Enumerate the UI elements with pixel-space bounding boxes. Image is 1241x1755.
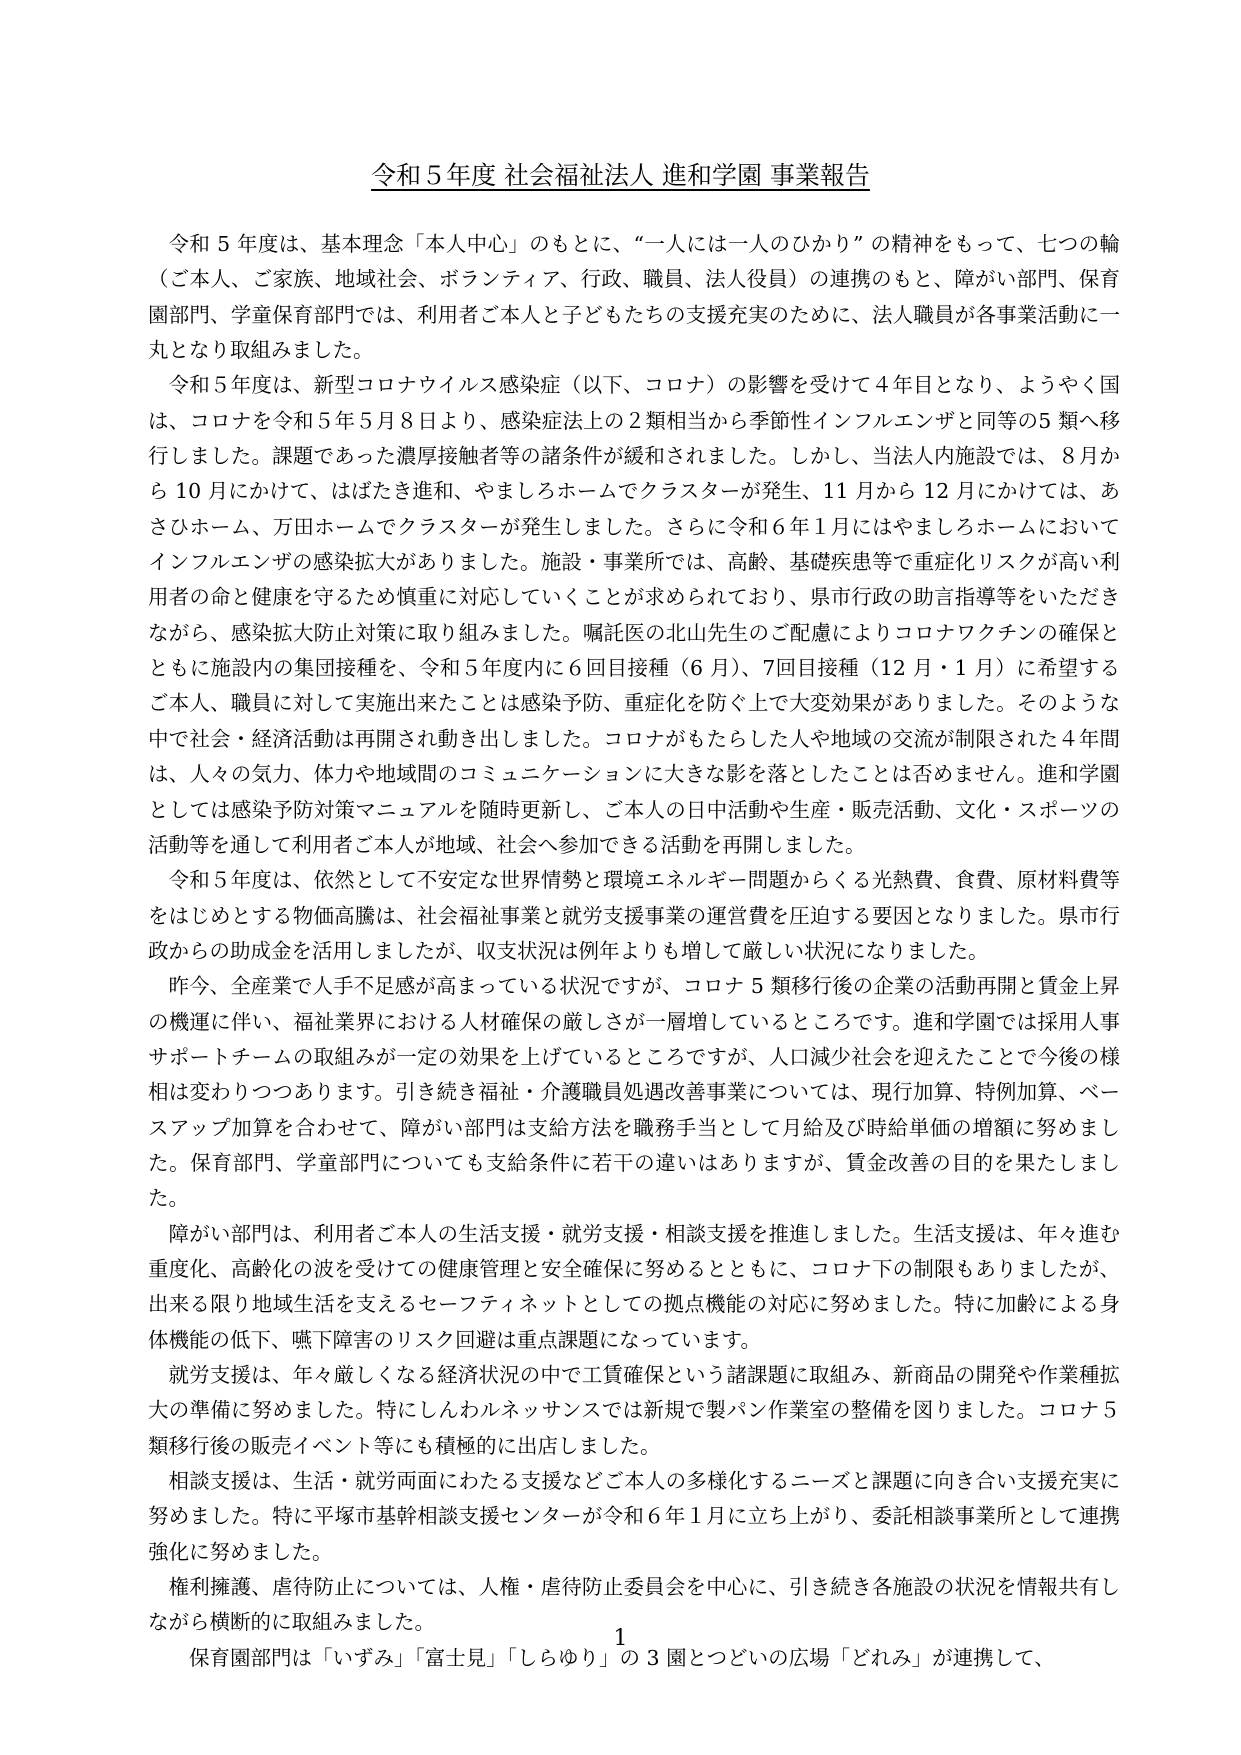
paragraph-employment-support: 就労支援は、年々厳しくなる経済状況の中で工賃確保という諸課題に取組み、新商品の開発や作業種拡大の準備に努めました。特にしんわルネッサンスでは新規で製パン作業室の整備を図りました。コロナ５類移行後の販売イベント等にも積極的に出店しました。 (148, 1363, 1120, 1458)
paragraph-consultation-support: 相談支援は、生活・就労両面にわたる支援などご本人の多様化するニーズと課題に向き合い支援充実に努めました。特に平塚市基幹相談支援センターが令和６年１月に立ち上がり、委託相談事業所として連携強化に努めました。 (148, 1469, 1120, 1564)
paragraph-rights-advocacy: 権利擁護、虐待防止については、人権・虐待防止委員会を中心に、引き続き各施設の状況を情報共有しながら横断的に取組みました。 (148, 1575, 1120, 1635)
paragraph-disability-division: 障がい部門は、利用者ご本人の生活支援・就労支援・相談支援を推進しました。生活支援は、年々進む重度化、高齢化の波を受けての健康管理と安全確保に努めるとともに、コロナ下の制限もありましたが、出来る限り地域生活を支えるセーフティネットとしての拠点機能の対応に努めました。特に加齢による身体機能の低下、嚥下障害のリスク回避は重点課題になっています。 (148, 1221, 1120, 1352)
page-number: 1 (613, 1626, 628, 1651)
document-title: 令和５年度 社会福祉法人 進和学園 事業報告 (371, 161, 870, 190)
document-body (148, 227, 1120, 1676)
paragraph-basic-policy: 令和 5 年度は、基本理念「本人中心」のもとに、“一人には一人のひかり” の精神をもって、七つの輪（ご本人、ご家族、地域社会、ボランティア、行政、職員、法人役員）の連携のもと、障がい部門、保育園部門、学童保育部門では、利用者ご本人と子どもたちの支援充実のために、法人職員が各事業活動に一丸となり取組みました。 (148, 232, 1120, 363)
paragraph-staffing: 昨今、全産業で人手不足感が高まっている状況ですが、コロナ 5 類移行後の企業の活動再開と賃金上昇の機運に伴い、福祉業界における人材確保の厳しさが一層増しているところです。進和学園では採用人事サポートチームの取組みが一定の効果を上げているところですが、人口減少社会を迎えたことで今後の様相は変わりつつあります。引き続き福祉・介護職員処遇改善事業については、現行加算、特例加算、ベースアップ加算を合わせて、障がい部門は支給方法を職務手当として月給及び時給単価の増額に努めました。保育部門、学童部門についても支給条件に若干の違いはありますが、賃金改善の目的を果たしました。 (148, 974, 1120, 1211)
paragraph-price-increase: 令和５年度は、依然として不安定な世界情勢と環境エネルギー問題からくる光熱費、食費、原材料費等をはじめとする物価高騰は、社会福祉事業と就労支援事業の運営費を圧迫する要因となりました。県市行政からの助成金を活用しましたが、収支状況は例年よりも増して厳しい状況になりました。 (148, 868, 1120, 963)
paragraph-nursery-division: 保育園部門は「いずみ」「富士見」「しらゆり」の 3 園とつどいの広場「どれみ」が連携して、 (189, 1645, 1055, 1670)
paragraph-covid-response: 令和５年度は、新型コロナウイルス感染症（以下、コロナ）の影響を受けて４年目となり、ようやく国は、コロナを令和５年５月８日より、感染症法上の２類相当から季節性インフルエンザと同等の5 類へ移行しました。課題であった濃厚接触者等の諸条件が緩和されました。しかし、当法人内施設では、８月から 10 月にかけて、はばたき進和、やましろホームでクラスターが発生、11 月から 12 月にかけては、あさひホーム、万田ホームでクラスターが発生しました。さらに令和６年１月にはやましろホームにおいてインフルエンザの感染拡大がありました。施設・事業所では、高齢、基礎疾患等で重症化リスクが高い利用者の命と健康を守るため慎重に対応していくことが求められており、県市行政の助言指導等をいただきながら、感染拡大防止対策に取り組みました。嘱託医の北山先生のご配慮によりコロナワクチンの確保とともに施設内の集団接種を、令和５年度内に６回目接種（6 月）、7回目接種（12 月・1 月）に希望するご本人、職員に対して実施出来たことは感染予防、重症化を防ぐ上で大変効果がありました。そのような中で社会・経済活動は再開され動き出しました。コロナがもたらした人や地域の交流が制限された４年間は、人々の気力、体力や地域間のコミュニケーションに大きな影を落としたことは否めません。進和学園としては感染予防対策マニュアルを随時更新し、ご本人の日中活動や生産・販売活動、文化・スポーツの活動等を通して利用者ご本人が地域、社会へ参加できる活動を再開しました。 (148, 373, 1120, 857)
